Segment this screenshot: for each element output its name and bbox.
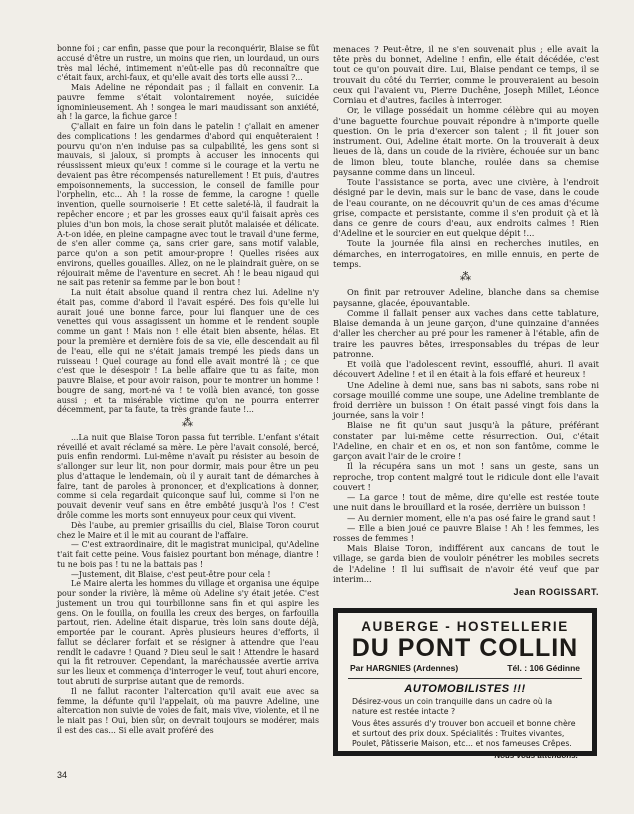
paragraph: Or, le village possédait un homme célèbre qui au moyen d'une baguette fourchue pouvait répondre à n'importe quelle question. On le pria d'exercer son talent ; il fit jouer son instrument. Oui, Adeline était morte. On la trouverait à deux lieues de là, dans un coude de la rivière, échouée sur un banc de limon bleu, toute blanche, roulée dans sa chemise paysanne comme dans un linceul.	[333, 105, 599, 177]
right-column	[333, 44, 599, 597]
ad-title: AUBERGE - HOSTELLERIE	[361, 619, 569, 634]
paragraph: Et voilà que l'adolescent revint, essoufflé, ahuri. Il avait découvert Adeline ! et il en était à la fois effaré et heureux !	[333, 359, 599, 380]
paragraph: Toute l'assistance se porta, avec une civière, à l'endroit désigné par le devin, mais sur le banc de vase, dans le coude de l'eau courante, on ne découvrit qu'un de ces amas d'écume grise, compacte et persistante, comme il s'en produit çà et là dans ce genre de cours d'eau, aux endroits calmes ! Rien d'Adeline et le sourcier en eut quelque dépit !...	[333, 177, 599, 239]
paragraph: — La garce ! tout de même, dire qu'elle est restée toute une nuit dans le brouillard et la rosée, derrière un buisson !	[333, 492, 599, 513]
ad-divider	[348, 678, 582, 679]
paragraph: — C'est extraordinaire, dit le magistrat municipal, qu'Adeline t'ait fait cette peine. Vous faisiez pourtant bon ménage, diantre ! tu ne bois pas ! tu ne la battais pas !	[57, 540, 319, 569]
paragraph: Toute la journée fila ainsi en recherches inutiles, en démarches, en interrogatoires, en mille ennuis, en perte de temps.	[333, 238, 599, 269]
paragraph: On finit par retrouver Adeline, blanche dans sa chemise paysanne, glacée, épouvantable.	[333, 287, 599, 308]
paragraph: Le Maire alerta les hommes du village et organisa une équipe pour sonder la rivière, là même où Adeline s'y était jetée. C'est justement un trou qui tourbillonne sans fin et qui aspire les gens. On le fouilla, on fouilla les creux des berges, on farfouilla partout, rien. Adeline était disparue, très loin sans doute déjà, emportée par le courant. Après plusieurs heures d'efforts, il fallut se déclarer forfait et se résigner à attendre que l'eau rendît le cadavre ! Quand ? Dieu seul le sait ! Attendre le hasard qui la fit retrouver. Cependant, la maréchaussée avertie arriva sur les lieux et commença d'interroger le veuf, tout ahuri encore, tout abruti de surprise autant que de remords.	[57, 579, 319, 686]
ad-body	[338, 695, 592, 749]
paragraph: Blaise ne fit qu'un saut jusqu'à la pâture, préférant constater par lui-même cette résurrection. Oui, c'était l'Adeline, en chair et en os, et non son fantôme, comme le garçon avait l'air de le croire !	[333, 420, 599, 462]
ad-hotel-name: DU PONT COLLIN	[351, 634, 579, 662]
ad-closing: Nous vous attendons.	[494, 751, 578, 760]
ad-address: Par HARGNIES (Ardennes)	[350, 663, 459, 673]
paragraph: Il la récupéra sans un mot ! sans un geste, sans un reproche, trop content malgré tout le ridicule dont elle l'avait couvert !	[333, 461, 599, 492]
paragraph: — Au dernier moment, elle n'a pas osé faire le grand saut !	[347, 512, 596, 523]
left-column	[57, 44, 319, 736]
ad-phone: Tél. : 106 Gédinne	[507, 663, 580, 673]
paragraph: Mais Blaise Toron, indifférent aux cancans de tout le village, se garda bien de vouloir pénétrer les mobiles secrets de l'Adeline ! Il lui suffisait de n'avoir été veuf que par interim...	[333, 543, 599, 584]
paragraph: Ç'allait en faire un foin dans le patelin ! ç'allait en amener des complications ! les gendarmes d'abord qui enquêteraient ! pourvu qu'on n'en induise pas sa culpabilité, les gens sont si mauvais, si jaloux, si prompts à accuser les innocents qui réussissent mieux qu'eux ! comme si le courage et la vertu ne devaient pas être récompensés naturellement ! Et puis, d'autres empoisonnements, la succession, le conseil de famille pour l'orphelin, etc... Ah ! la rosse de femme, la carogne ! quelle invention, quelle sournoiserie ! Et cette saleté-là, il faudrait la repêcher encore ; et par les grosses eaux qu'il faisait après ces pluies d'un bon mois, la chose serait plutôt malaisée et délicate. A-t-on idée, en pleine campagne avec tout le travail d'une ferme, de s'en aller comme ça, sans crier gare, sans motif valable, parce qu'on a son petit amour-propre ! Quelles risées aux environs, quelles gouailles. Allez, on ne le plaindrait guère, on se réjouirait même de l'aventure en secret. Ah ! le beau nigaud qui ne sait pas retenir sa femme par le bon bout !	[57, 122, 319, 288]
paragraph: — Elle a bien joué ce pauvre Blaise ! Ah ! les femmes, les rosses de femmes !	[333, 522, 599, 544]
ad-contact-line	[338, 663, 592, 673]
paragraph: menaces ? Peut-être, il ne s'en souvenait plus ; elle avait la tête près du bonnet, Adeline ! enfin, elle était décédée, c'est tout ce qu'on pouvait dire. Lui, Blaise pendant ce temps, il se trouvait du côté du Terrier, comme le prouveraient au besoin ceux qui l'avaient vu, Pierre Duchêne, Joseph Millet, Léonce Corniau et d'autres, faciles à interroger.	[333, 44, 599, 106]
paragraph: Mais Adeline ne répondait pas ; il fallait en convenir. La pauvre femme s'était volontairement noyée, suicidée ignominieusement. Ah ! songea le mari maudissant son anxiété, ah ! la garce, la fichue garce !	[57, 83, 319, 122]
paragraph: Il ne fallut raconter l'altercation qu'il avait eue avec sa femme, la défunte qu'il l'appelait, où ma pauvre Adeline, une altercation non suivie de voies de fait, mais vive, violente, et il ne le niait pas ! Oui, bien sûr, on devrait toujours se modérer, mais il est des cas... Si elle avait proféré des	[57, 686, 319, 735]
ad-text-paragraph: Vous êtes assurés d'y trouver bon accueil et bonne chère et surtout des prix doux. Spécialités : Truites vivantes, Poulet, Pâtisserie Maison, etc... et nos fameuses Crêpes.	[352, 719, 576, 748]
paragraph: ...La nuit que Blaise Toron passa fut terrible. L'enfant s'était réveillé et avait réclamé sa mère. Le père l'avait consolé, bercé, puis enfin rendormi. Lui-même n'avait pu résister au besoin de s'allonger sur leur lit, non pour dormir, mais pour être un peu plus d'attaque le lendemain, où il y aurait tant de démarches à faire, tant de paroles à prononcer, et d'explications à donner, comme si cela regardait quiconque sauf lui, comme si l'on ne pouvait devenir veuf sans en être embêté jusqu'à l'os ! C'est drôle comme les morts sont ennuyeux pour ceux qui vivent.	[57, 432, 319, 520]
paragraph: Une Adeline à demi nue, sans bas ni sabots, sans robe ni corsage mouillé comme une soupe, une Adeline tremblante de froid derrière un buisson ! On était passé vingt fois dans la journée, sans la voir !	[333, 379, 599, 421]
paragraph: bonne foi ; car enfin, passe que pour la reconquérir, Blaise se fût accusé d'être un rustre, un moins que rien, un lourdaud, un ours très mal léché, intimement n'eût-elle pas dû reconnaître que c'était faux, archi-faux, et qu'elle avait des torts elle aussi ?...	[57, 44, 319, 83]
paragraph: Comme il fallait penser aux vaches dans cette tablature, Blaise demanda à un jeune garçon, d'une quinzaine d'années d'aller les chercher au pré pour les ramener à l'étable, afin de traire les pauvres bêtes, irresponsables du trépas de leur patronne.	[333, 307, 599, 359]
author-signature: Jean ROGISSART.	[513, 587, 599, 598]
hotel-advertisement	[333, 608, 597, 760]
paragraph: —Justement, dit Blaise, c'est peut-être pour cela !	[71, 569, 271, 579]
paragraph: Dès l'aube, au premier grisaillis du ciel, Blaise Toron courut chez le Maire et il le mit au courant de l'affaire.	[57, 520, 319, 540]
section-break-stars: ⁂	[182, 416, 194, 430]
page-number: 34	[57, 770, 68, 780]
paragraph: La nuit était absolue quand il rentra chez lui. Adeline n'y était pas, comme d'abord il l'avait espéré. Des fois qu'elle lui aurait joué une bonne farce, pour lui flanquer une de ces venettes qui vous assagissent un homme et le rendent souple comme un gant ! Mais non ! elle était bien absente, hélas. Et pour la première et dernière fois de sa vie, elle descendait au fil de l'eau, elle qui ne s'était jamais trempé les pieds dans un ruisseau ! Quel courage au fond elle avait montré là ; ce que c'est que le désespoir ! La belle affaire que tu as faite, mon pauvre Blaise, et pour avoir raison, pour te montrer un homme ! bougre de sang, mort-né va ! te voilà bien avancé, ton gosse aussi ; et ta misérable victime qu'on ne pourra enterrer décemment, par ta faute, ta très grande faute !...	[57, 288, 319, 415]
section-break-stars: ⁂	[460, 270, 472, 284]
ad-slogan: AUTOMOBILISTES !!!	[404, 683, 526, 695]
ad-text-paragraph: Désirez-vous un coin tranquille dans un cadre où la nature est restée intacte ?	[352, 697, 553, 716]
